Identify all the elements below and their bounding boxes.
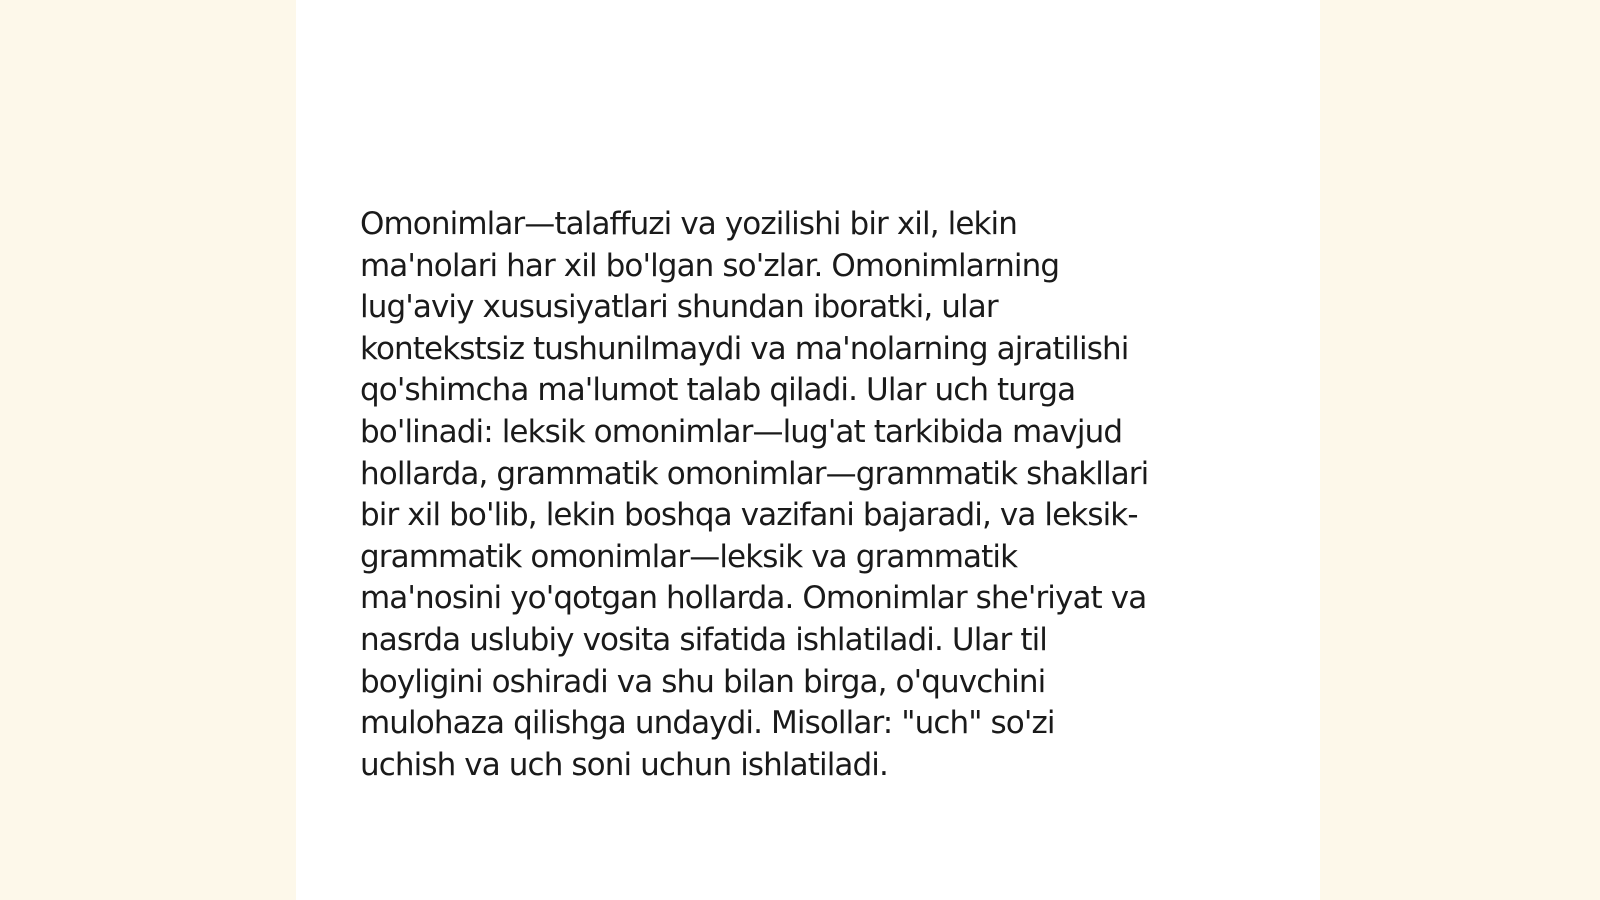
paragraph-line: lug'aviy xususiyatlari shundan iboratki, ular (360, 289, 998, 326)
paragraph-line: mulohaza qilishga undaydi. Misollar: "uch" so'zi (360, 705, 1055, 742)
paragraph-line: uchish va uch soni uchun ishlatiladi. (360, 746, 888, 783)
paragraph-line: bo'linadi: leksik omonimlar—lug'at tarkibida mavjud (360, 413, 1123, 450)
slide-page (296, 0, 1320, 900)
paragraph-line: Omonimlar—talaffuzi va yozilishi bir xil, lekin (360, 206, 1018, 242)
paragraph-line: ma'nolari har xil bo'lgan so'zlar. Omonimlarning (360, 247, 1060, 284)
paragraph-line: kontekstsiz tushunilmaydi va ma'nolarning ajratilishi (360, 330, 1129, 367)
paragraph-line: hollarda, grammatik omonimlar—grammatik shakllari (360, 455, 1149, 492)
paragraph-line: ma'nosini yo'qotgan hollarda. Omonimlar she'riyat va (360, 580, 1147, 617)
paragraph-line: bir xil bo'lib, lekin boshqa vazifani bajaradi, va leksik- (360, 497, 1138, 534)
body-paragraph (360, 204, 1260, 786)
paragraph-line: boyligini oshiradi va shu bilan birga, o'quvchini (360, 663, 1046, 700)
paragraph-line: qo'shimcha ma'lumot talab qiladi. Ular uch turga (360, 372, 1076, 409)
paragraph-line: nasrda uslubiy vosita sifatida ishlatiladi. Ular til (360, 621, 1047, 658)
paragraph-line: grammatik omonimlar—leksik va grammatik (360, 538, 1018, 575)
